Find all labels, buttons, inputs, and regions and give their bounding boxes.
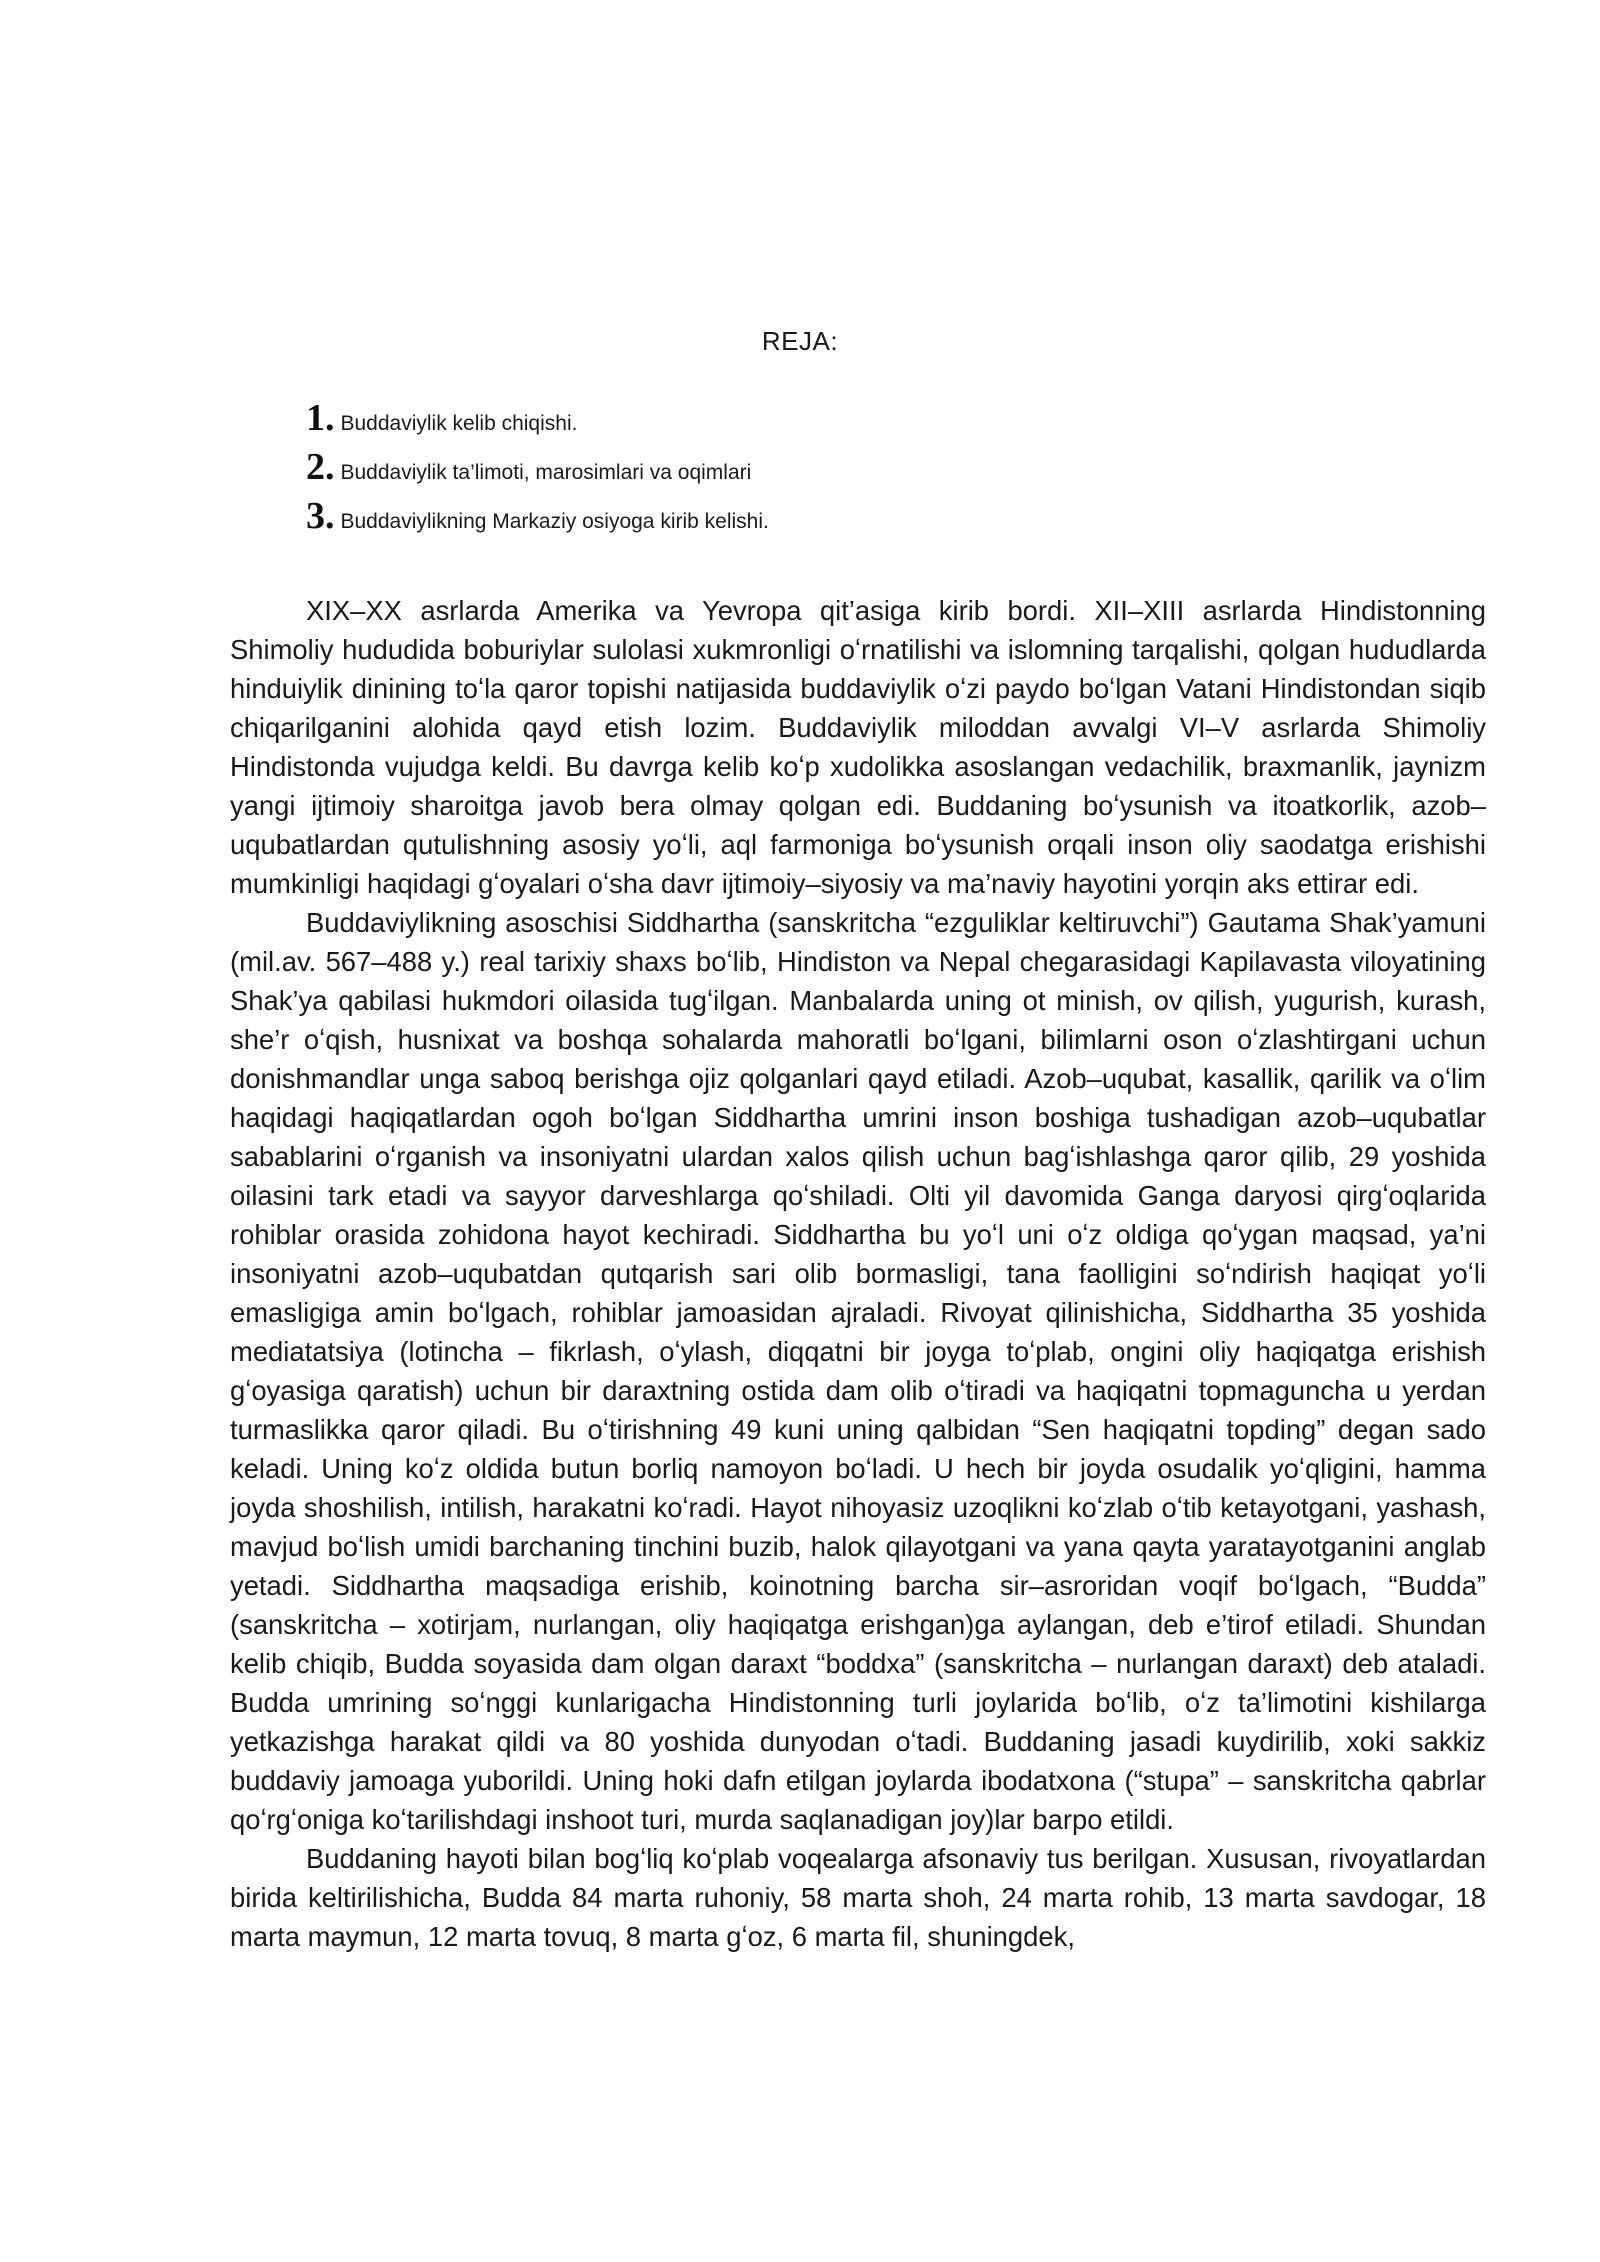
plan-list [306, 396, 769, 543]
plan-item [306, 396, 769, 445]
plan-item-text: Buddaviylik ta’limoti, marosimlari va oqimlari [340, 461, 752, 484]
paragraph: Buddaning hayoti bilan bogʻliq koʻplab voqealarga afsonaviy tus berilgan. Xususan, rivoyatlardan birida keltirilishicha, Budda 84 marta ruhoniy, 58 marta shoh, 24 marta rohib, 13 marta savdogar, 18 marta maymun, 12 marta tovuq, 8 marta gʻoz, 6 marta fil, shuningdek, [230, 1843, 1486, 1952]
paragraph: XIX–XX asrlarda Amerika va Yevropa qit’asiga kirib bordi. XII–XIII asrlarda Hindistonning Shimoliy hududida boburiylar sulolasi xukmronligi oʻrnatilishi va islomning tarqalishi, qolgan hududlarda hinduiylik dinining toʻla qaror topishi natijasida buddaviylik oʻzi paydo boʻlgan Vatani Hindistondan siqib chiqarilganini alohida qayd etish lozim. Buddaviylik miloddan avvalgi VI–V asrlarda Shimoliy Hindistonda vujudga keldi. Bu davrga kelib koʻp xudolikka asoslangan vedachilik, braxmanlik, jaynizm yangi ijtimoiy sharoitga javob bera olmay qolgan edi. Buddaning boʻysunish va itoatkorlik, azob–uqubatlardan qutulishning asosiy yoʻli, aql farmoniga boʻysunish orqali inson oliy saodatga erishishi mumkinligi haqidagi gʻoyalari oʻsha davr ijtimoiy–siyosiy va ma’naviy hayotini yorqin aks ettirar edi. [230, 595, 1486, 899]
plan-item [306, 445, 769, 494]
paragraph: Buddaviylikning asoschisi Siddhartha (sanskritcha “ezguliklar keltiruvchi”) Gautama Shak’yamuni (mil.av. 567–488 y.) real tarixiy shaxs boʻlib, Hindiston va Nepal chegarasidagi Kapilavasta viloyatining Shak’ya qabilasi hukmdori oilasida tugʻilgan. Manbalarda uning ot minish, ov qilish, yugurish, kurash, she’r oʻqish, husnixat va boshqa sohalarda mahoratli boʻlgani, bilimlarni oson oʻzlashtirgani uchun donishmandlar unga saboq berishga ojiz qolganlari qayd etiladi. Azob–uqubat, kasallik, qarilik va oʻlim haqidagi haqiqatlardan ogoh boʻlgan Siddhartha umrini inson boshiga tushadigan azob–uqubatlar sabablarini oʻrganish va insoniyatni ulardan xalos qilish uchun bagʻishlashga qaror qilib, 29 yoshida oilasini tark etadi va sayyor darveshlarga qoʻshiladi. Olti yil davomida Ganga daryosi qirgʻoqlarida rohiblar orasida zohidona hayot kechiradi. Siddhartha bu yoʻl uni oʻz oldiga qoʻygan maqsad, ya’ni insoniyatni azob–uqubatdan qutqarish sari olib bormasligi, tana faolligini soʻndirish haqiqat yoʻli emasligiga amin boʻlgach, rohiblar jamoasidan ajraladi. Rivoyat qilinishicha, Siddhartha 35 yoshida mediatatsiya (lotincha – fikrlash, oʻylash, diqqatni bir joyga toʻplab, ongini oliy haqiqatga erishish gʻoyasiga qaratish) uchun bir daraxtning ostida dam olib oʻtiradi va haqiqatni topmaguncha u yerdan turmaslikka qaror qiladi. Bu oʻtirishning 49 kuni uning qalbidan “Sen haqiqatni topding” degan sado keladi. Uning koʻz oldida butun borliq namoyon boʻladi. U hech bir joyda osudalik yoʻqligini, hamma joyda shoshilish, intilish, harakatni koʻradi. Hayot nihoyasiz uzoqlikni koʻzlab oʻtib ketayotgani, yashash, mavjud boʻlish umidi barchaning tinchini buzib, halok qilayotgani va yana qayta yaratayotganini anglab yetadi. Siddhartha maqsadiga erishib, koinotning barcha sir–asroridan voqif boʻlgach, “Budda” (sanskritcha – xotirjam, nurlangan, oliy haqiqatga erishgan)ga aylangan, deb e’tirof etiladi. Shundan kelib chiqib, Budda soyasida dam olgan daraxt “boddxa” (sanskritcha – nurlangan daraxt) deb ataladi. Budda umrining soʻnggi kunlarigacha Hindistonning turli joylarida boʻlib, oʻz ta’limotini kishilarga yetkazishga harakat qildi va 80 yoshida dunyodan oʻtadi. Buddaning jasadi kuydirilib, xoki sakkiz buddaviy jamoaga yuborildi. Uning hoki dafn etilgan joylarda ibodatxona (“stupa” – sanskritcha qabrlar qoʻrgʻoniga koʻtarilishdagi inshoot turi, murda saqlanadigan joy)lar barpo etildi. [230, 907, 1486, 1835]
plan-item-number: 3. [306, 495, 335, 537]
plan-item-text: Buddaviylikning Markaziy osiyoga kirib kelishi. [340, 510, 769, 533]
plan-item [306, 494, 769, 543]
plan-item-number: 1. [306, 397, 335, 439]
plan-item-text: Buddaviylik kelib chiqishi. [340, 412, 578, 435]
body-text [230, 591, 1486, 1956]
plan-item-number: 2. [306, 446, 335, 488]
plan-title: REJA: [761, 326, 839, 356]
